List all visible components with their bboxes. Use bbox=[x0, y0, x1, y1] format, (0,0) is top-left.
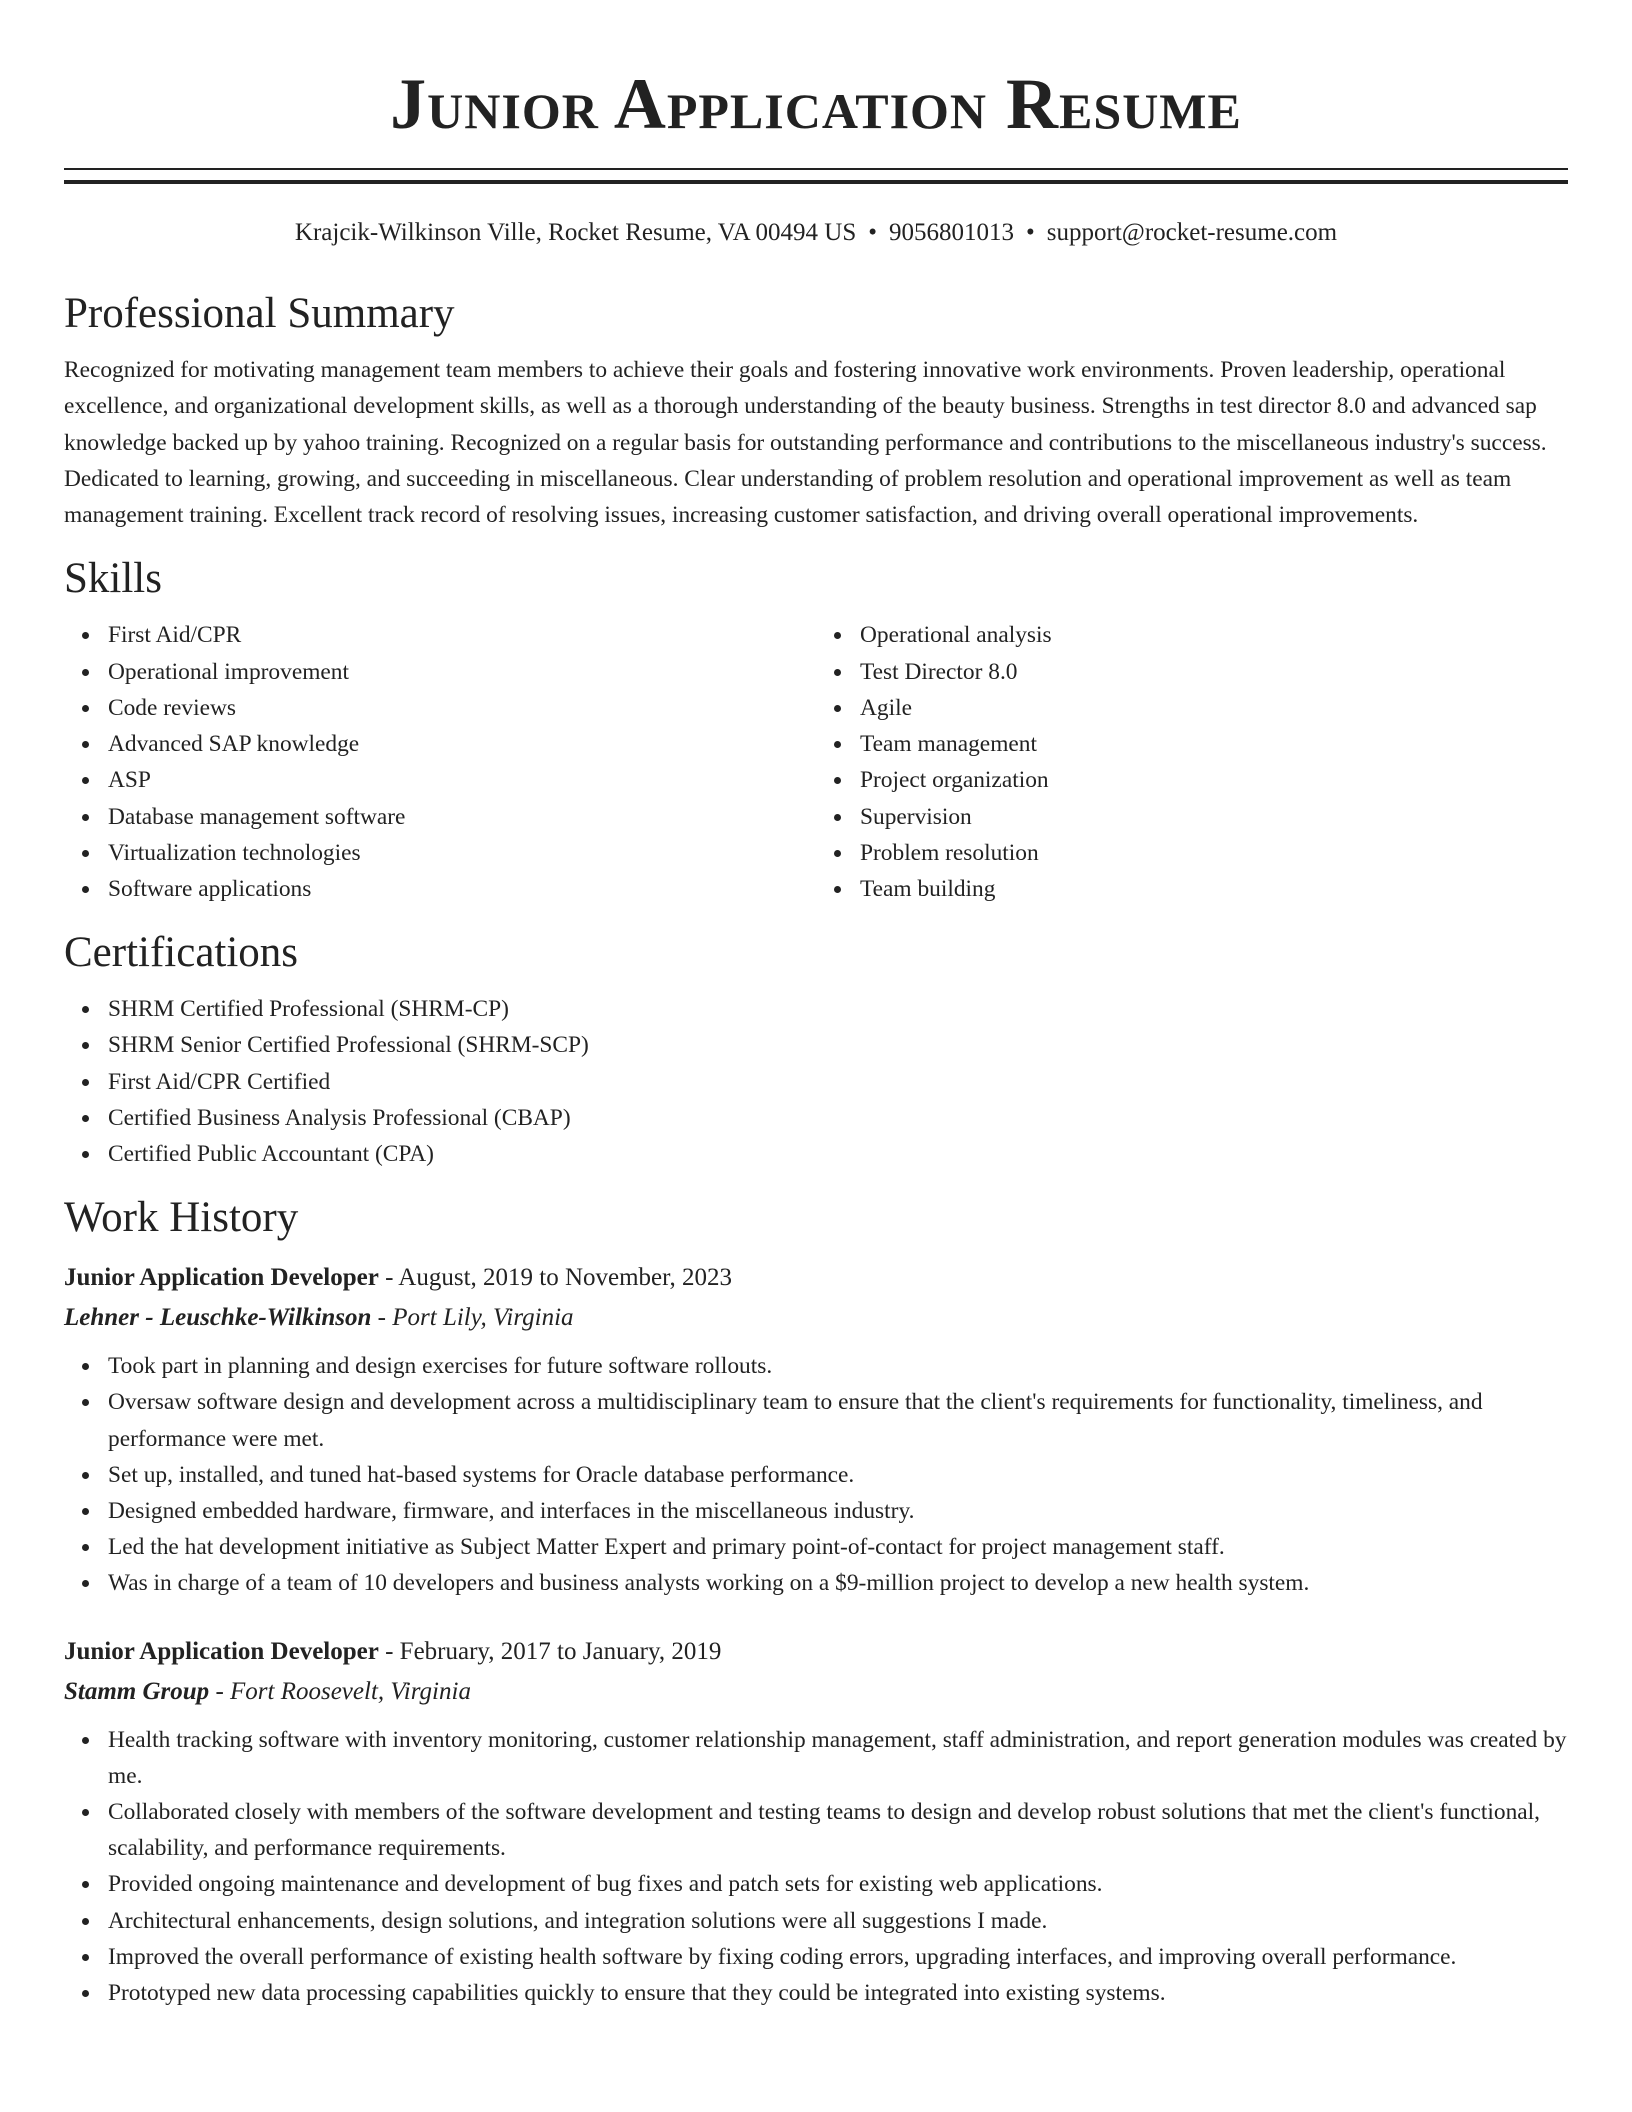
certification-item: First Aid/CPR Certified bbox=[108, 1064, 1568, 1100]
certifications-list bbox=[64, 991, 1568, 1172]
resume-title: Junior Application Resume bbox=[390, 64, 1242, 144]
job-company-line bbox=[64, 1672, 1568, 1712]
certification-item: Certified Business Analysis Professional (CBAP) bbox=[108, 1100, 1568, 1136]
job-bullet: Improved the overall performance of existing health software by fixing coding errors, upgrading interfaces, and improving overall performance. bbox=[108, 1939, 1568, 1975]
skill-item: First Aid/CPR bbox=[108, 617, 816, 653]
contact-separator: • bbox=[868, 219, 878, 246]
skill-item: Agile bbox=[860, 690, 1568, 726]
skills-grid bbox=[64, 617, 1568, 907]
summary-heading: Professional Summary bbox=[64, 290, 455, 337]
summary-text: Recognized for motivating management team members to achieve their goals and fostering innovative work environments. Proven leadership, operational excellence, and organizational development skills, as well as a thorough understanding of the beauty business. Strengths in test director 8.0 and advanced sap knowledge backed up by yahoo training. Recognized on a regular basis for outstanding performance and contributions to the miscellaneous industry's success. Dedicated to learning, growing, and succeeding in miscellaneous. Clear understanding of problem resolution and operational improvement as well as team management training. Excellent track record of resolving issues, increasing customer satisfaction, and driving overall operational improvements. bbox=[64, 357, 1547, 529]
certification-item: SHRM Senior Certified Professional (SHRM-SCP) bbox=[108, 1027, 1568, 1063]
job-bullets bbox=[64, 1722, 1568, 2012]
job-bullet: Health tracking software with inventory monitoring, customer relationship management, staff administration, and report generation modules was created by me. bbox=[108, 1722, 1568, 1794]
job-bullet: Provided ongoing maintenance and development of bug fixes and patch sets for existing web applications. bbox=[108, 1866, 1568, 1902]
skill-item: Software applications bbox=[108, 871, 816, 907]
job-bullets bbox=[64, 1348, 1568, 1601]
skill-item: Code reviews bbox=[108, 690, 816, 726]
skill-item: Database management software bbox=[108, 799, 816, 835]
job-bullet: Set up, installed, and tuned hat-based systems for Oracle database performance. bbox=[108, 1457, 1568, 1493]
certifications-heading: Certifications bbox=[64, 929, 299, 977]
job-bullet: Led the hat development initiative as Subject Matter Expert and primary point-of-contact for project management staff. bbox=[108, 1529, 1568, 1565]
job-dates: - February, 2017 to January, 2019 bbox=[378, 1637, 722, 1665]
job-entry bbox=[64, 1632, 1568, 2012]
job-bullet: Prototyped new data processing capabilities quickly to ensure that they could be integrated into existing systems. bbox=[108, 1975, 1568, 2011]
skill-item: Problem resolution bbox=[860, 835, 1568, 871]
skill-item: Operational analysis bbox=[860, 617, 1568, 653]
skill-item: Virtualization technologies bbox=[108, 835, 816, 871]
skill-item: Advanced SAP knowledge bbox=[108, 726, 816, 762]
skill-item: Test Director 8.0 bbox=[860, 654, 1568, 690]
contact-separator: • bbox=[1026, 219, 1035, 246]
skills-list-left bbox=[64, 617, 816, 907]
job-bullet: Oversaw software design and development across a multidisciplinary team to ensure that the client's requirements for functionality, timeliness, and performance were met. bbox=[108, 1384, 1568, 1456]
contact-phone: 9056801013 bbox=[889, 219, 1015, 246]
job-bullet: Collaborated closely with members of the software development and testing teams to design and develop robust solutions that met the client's functional, scalability, and performance requirements. bbox=[108, 1794, 1568, 1866]
skill-item: Operational improvement bbox=[108, 654, 816, 690]
job-entry bbox=[64, 1258, 1568, 1601]
job-bullet: Was in charge of a team of 10 developers and business analysts working on a $9-million project to develop a new health system. bbox=[108, 1565, 1568, 1601]
job-title-line bbox=[64, 1632, 1568, 1672]
job-title: Junior Application Developer bbox=[64, 1637, 379, 1665]
job-title-line bbox=[64, 1258, 1568, 1298]
skill-item: Supervision bbox=[860, 799, 1568, 835]
certification-item: Certified Public Accountant (CPA) bbox=[108, 1136, 1568, 1172]
job-location: - Port Lily, Virginia bbox=[371, 1304, 574, 1332]
job-bullet: Took part in planning and design exercises for future software rollouts. bbox=[108, 1348, 1568, 1384]
skill-item: Team building bbox=[860, 871, 1568, 907]
job-company: Lehner - Leuschke-Wilkinson bbox=[64, 1304, 372, 1332]
job-bullet: Architectural enhancements, design solutions, and integration solutions were all suggestions I made. bbox=[108, 1903, 1568, 1939]
job-bullet: Designed embedded hardware, firmware, and interfaces in the miscellaneous industry. bbox=[108, 1493, 1568, 1529]
job-title: Junior Application Developer bbox=[64, 1264, 379, 1292]
work-history-heading: Work History bbox=[64, 1194, 299, 1242]
job-dates: - August, 2019 to November, 2023 bbox=[378, 1264, 732, 1292]
contact-line bbox=[64, 216, 1568, 250]
certification-item: SHRM Certified Professional (SHRM-CP) bbox=[108, 991, 1568, 1027]
job-location: - Fort Roosevelt, Virginia bbox=[209, 1677, 471, 1705]
skill-item: ASP bbox=[108, 762, 816, 798]
job-company: Stamm Group bbox=[64, 1677, 210, 1705]
skills-heading: Skills bbox=[64, 555, 162, 603]
skills-list-right bbox=[816, 617, 1568, 907]
skill-item: Team management bbox=[860, 726, 1568, 762]
contact-email: support@rocket-resume.com bbox=[1046, 219, 1338, 246]
job-company-line bbox=[64, 1298, 1568, 1338]
contact-address: Krajcik-Wilkinson Ville, Rocket Resume, VA 00494 US bbox=[294, 219, 857, 246]
title-divider bbox=[64, 168, 1568, 184]
skill-item: Project organization bbox=[860, 762, 1568, 798]
